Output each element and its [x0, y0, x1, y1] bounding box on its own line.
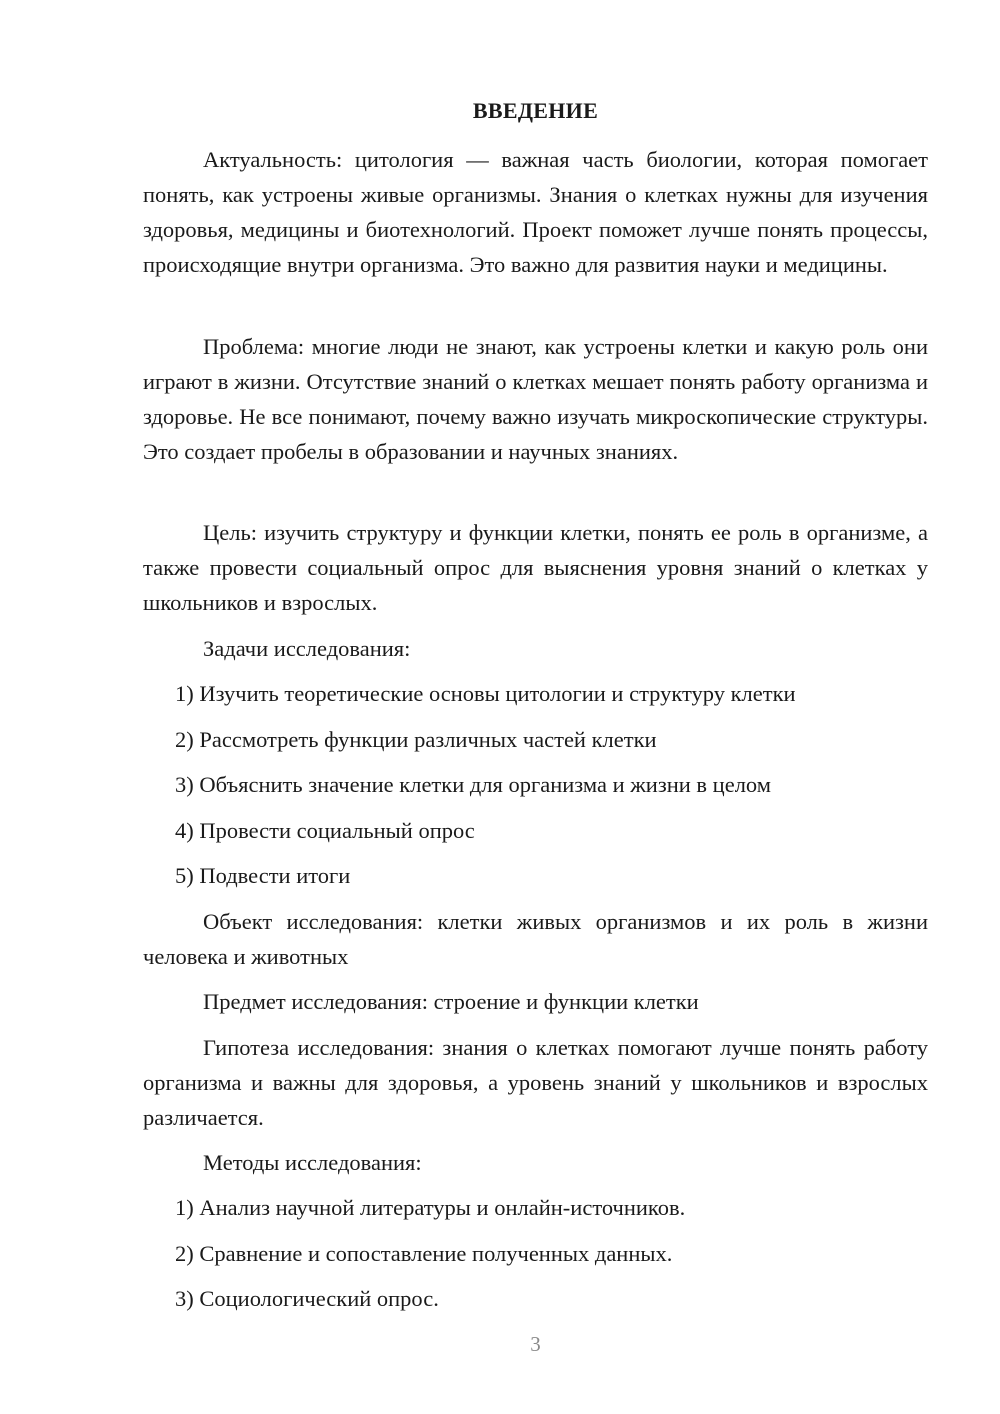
method-item-3: 3) Социологический опрос.	[175, 1286, 439, 1311]
goal-paragraph: Цель: изучить структуру и функции клетки, понять ее роль в организме, а также провести социальный опрос для выяснения уровня знаний о клетках у школьников и взрослых.	[143, 520, 928, 615]
document-page	[143, 0, 928, 1414]
subject-paragraph: Предмет исследования: строение и функции клетки	[203, 989, 699, 1014]
task-item-4: 4) Провести социальный опрос	[175, 818, 475, 843]
method-item-2: 2) Сравнение и сопоставление полученных данных.	[175, 1241, 673, 1266]
task-item-2: 2) Рассмотреть функции различных частей клетки	[175, 727, 657, 752]
object-paragraph: Объект исследования: клетки живых организмов и их роль в жизни человека и животных	[143, 909, 928, 969]
task-item-3: 3) Объяснить значение клетки для организма и жизни в целом	[175, 772, 771, 797]
method-item-1: 1) Анализ научной литературы и онлайн-источников.	[175, 1195, 686, 1220]
page-number: 3	[530, 1332, 541, 1356]
task-item-5: 5) Подвести итоги	[175, 863, 351, 888]
methods-heading: Методы исследования:	[203, 1150, 422, 1175]
section-title: ВВЕДЕНИЕ	[472, 98, 599, 123]
hypothesis-paragraph: Гипотеза исследования: знания о клетках помогают лучше понять работу организма и важны для здоровья, а уровень знаний у школьников и взрослых различается.	[143, 1035, 928, 1130]
relevance-paragraph: Актуальность: цитология — важная часть биологии, которая помогает понять, как устроены живые организмы. Знания о клетках нужны для изучения здоровья, медицины и биотехнологий. Проект поможет лучше понять процессы, происходящие внутри организма. Это важно для развития науки и медицины.	[143, 147, 928, 277]
task-item-1: 1) Изучить теоретические основы цитологии и структуру клетки	[175, 681, 796, 706]
problem-paragraph: Проблема: многие люди не знают, как устроены клетки и какую роль они играют в жизни. Отсутствие знаний о клетках мешает понять работу организма и здоровье. Не все понимают, почему важно изучать микроскопические структуры. Это создает пробелы в образовании и научных знаниях.	[143, 334, 928, 464]
tasks-heading: Задачи исследования:	[203, 636, 411, 661]
